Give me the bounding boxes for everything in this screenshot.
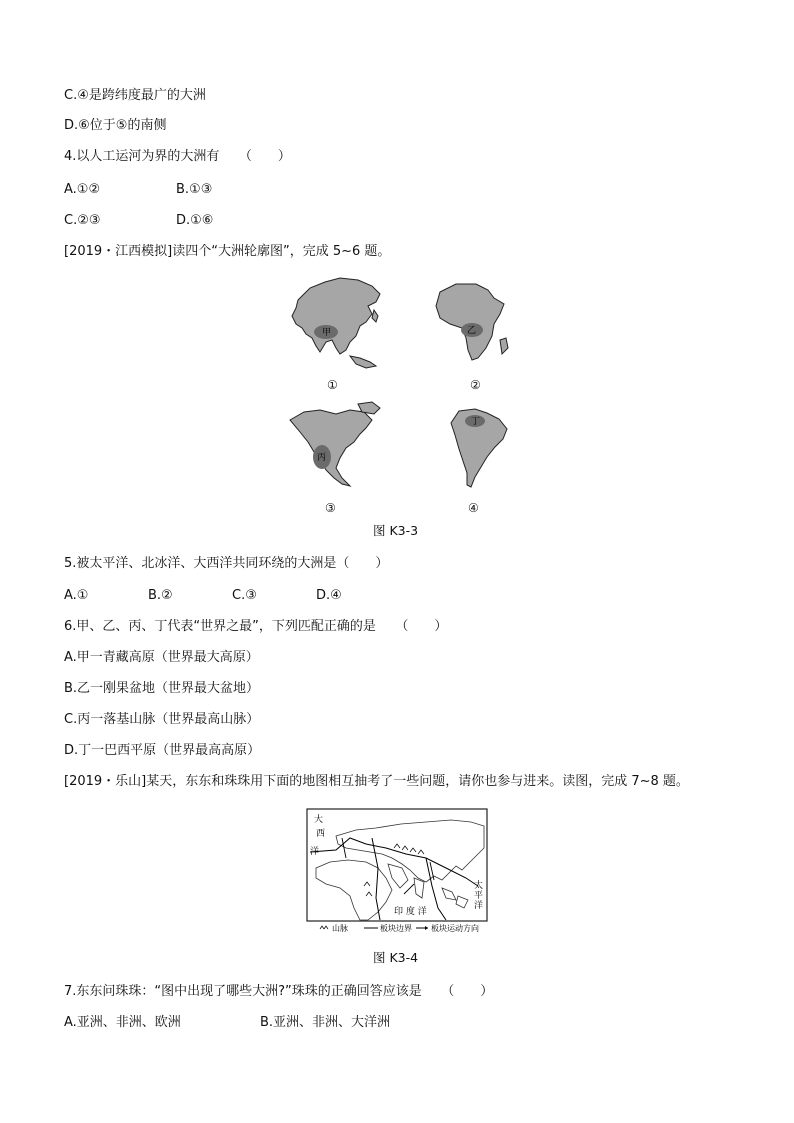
q5-stem: 5.被太平洋、北冰洋、大西洋共同环绕的大洲是（ ） xyxy=(64,556,389,571)
plate-boundary-map xyxy=(306,808,488,934)
intro-questions-7-8: [2019・乐山]某天，东东和珠珠用下面的地图相互抽考了一些问题，请你也参与进来。读图，完成 7~8 题。 xyxy=(64,774,689,789)
ocean-label-yang: 洋 xyxy=(310,847,320,857)
figure-k3-4-caption: 图 K3-4 xyxy=(373,950,419,965)
q7-option-a: A.亚洲、非洲、欧洲 xyxy=(64,1015,181,1030)
figure-k3-3-caption: 图 K3-3 xyxy=(373,523,419,538)
q5-option-d: D.④ xyxy=(316,588,342,603)
ocean-label-da: 大 xyxy=(314,815,324,825)
label-yi: 乙 xyxy=(467,326,477,336)
q5-option-c: C.③ xyxy=(232,588,257,603)
q6-option-a: A.甲一青藏高原（世界最大高原） xyxy=(64,650,259,665)
asia-outline-map xyxy=(280,270,390,375)
map-marker-2: ② xyxy=(470,378,481,392)
map-marker-4: ④ xyxy=(468,501,479,515)
q5-option-b: B.② xyxy=(148,588,173,603)
legend-mountain-label: 山脉 xyxy=(332,924,348,933)
intro-questions-5-6: [2019・江西模拟]读四个“大洲轮廓图”，完成 5~6 题。 xyxy=(64,244,391,259)
legend-mountain-icon xyxy=(320,926,328,929)
q4-option-a: A.①② xyxy=(64,182,101,197)
q4-option-b: B.①③ xyxy=(176,182,213,197)
ocean-label-tai: 太 xyxy=(474,881,484,891)
north-america-outline-map xyxy=(280,400,390,500)
legend-boundary-label: 板块边界 xyxy=(380,924,412,933)
label-bing: 丙 xyxy=(317,453,327,463)
label-jia: 甲 xyxy=(322,328,332,338)
africa-outline-map xyxy=(432,278,522,368)
q6-stem: 6.甲、乙、丙、丁代表“世界之最”，下列匹配正确的是 （ ） xyxy=(64,619,448,634)
q6-option-d: D.丁一巴西平原（世界最高高原） xyxy=(64,743,261,758)
q4-option-d: D.①⑥ xyxy=(176,213,214,228)
legend-arrow-label: 板块运动方向 xyxy=(431,924,479,933)
q4-option-c: C.②③ xyxy=(64,213,101,228)
q4-stem: 4.以人工运河为界的大洲有 （ ） xyxy=(64,149,291,164)
q3-option-c: C.④是跨纬度最广的大洲 xyxy=(64,88,206,103)
q5-option-a: A.① xyxy=(64,588,89,603)
map-marker-3: ③ xyxy=(325,501,336,515)
map-marker-1: ① xyxy=(327,378,338,392)
south-america-outline-map xyxy=(445,405,515,495)
q6-option-c: C.丙一落基山脉（世界最高山脉） xyxy=(64,712,260,727)
ocean-label-xi: 西 xyxy=(316,829,326,839)
q3-option-d: D.⑥位于⑤的南侧 xyxy=(64,118,167,133)
q6-option-b: B.乙一刚果盆地（世界最大盆地） xyxy=(64,681,260,696)
ocean-label-ping: 平 xyxy=(474,891,484,901)
q7-stem: 7.东东问珠珠：“图中出现了哪些大洲?”珠珠的正确回答应该是 （ ） xyxy=(64,984,494,999)
ocean-label-indian: 印 度 洋 xyxy=(394,907,427,917)
label-ding: 丁 xyxy=(471,417,481,427)
ocean-label-yang2: 洋 xyxy=(474,901,484,911)
q7-option-b: B.亚洲、非洲、大洋洲 xyxy=(260,1015,391,1030)
